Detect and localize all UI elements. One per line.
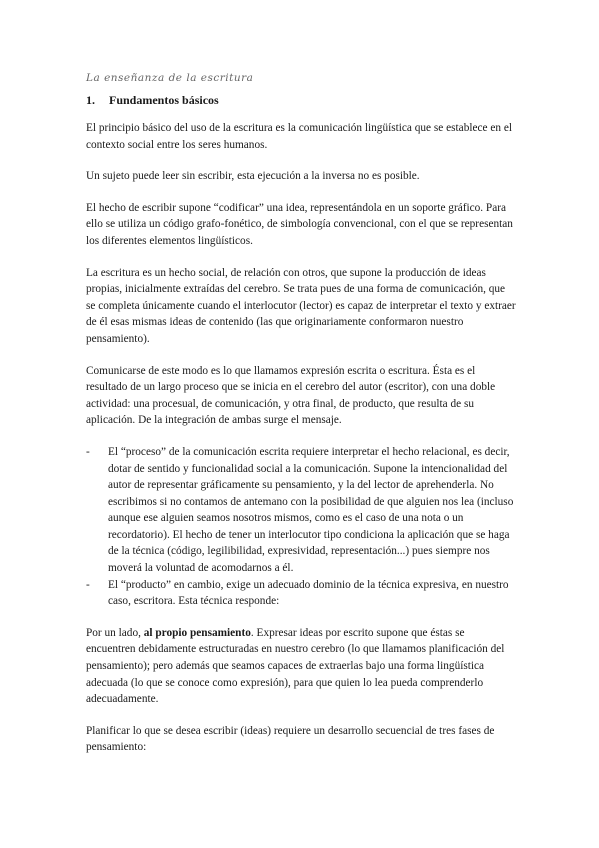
paragraph-principle: El principio básico del uso de la escritura es la comunicación lingüística que se establece en el contexto social entre los seres humanos.: [86, 122, 512, 151]
list-item: [86, 577, 516, 610]
paragraph-codify: El hecho de escribir supone “codificar” una idea, representándola en un soporte gráfico. Para ello se utiliza un código grafo-fonético, de simbología convencional, con el que se representan los diferentes elementos lingüísticos.: [86, 201, 513, 247]
emphasis-own-thought: al propio pensamiento: [143, 626, 251, 639]
running-header: La enseñanza de la escritura: [86, 72, 254, 84]
dash-list: [86, 444, 516, 610]
paragraph-reading: Un sujeto puede leer sin escribir, esta ejecución a la inversa no es posible.: [86, 170, 420, 183]
list-item-text: El “proceso” de la comunicación escrita requiere interpretar el hecho relacional, es decir, dotar de sentido y funcionalidad social a la comunicación. Supone la intencionalidad del autor de representar gráficamente su pensamiento, y la del lector de aprehenderla. No escribimos si no contamos de antemano con la posibilidad de que alguien nos lea (incluso aunque ese alguien seamos nosotros mismos, como es el caso de una nota o un recordatorio). El hecho de tener un interlocutor tipo condiciona la aplicación que se haga de la técnica (código, legilibilidad, expresividad, representación...) pues siempre nos moverá la voluntad de acomodarnos a él.: [108, 445, 514, 575]
paragraph-own-thought: [86, 625, 516, 708]
section-number: 1.: [86, 93, 95, 107]
section-heading: [86, 92, 516, 108]
paragraph-communication: Comunicarse de este modo es lo que llamamos expresión escrita o escritura. Ésta es el resultado de un largo proceso que se inicia en el cerebro del autor (escritor), con una doble actividad: una procesual, de comunicación, y otra final, de producto, que resulta de su aplicación. De la integración de ambas surge el mensaje.: [86, 364, 496, 427]
list-bullet: -: [86, 445, 90, 458]
list-item: [86, 444, 516, 577]
paragraph-own-thought-intro: Por un lado,: [86, 626, 144, 639]
page-content: [86, 70, 516, 771]
list-bullet: -: [86, 578, 90, 591]
paragraph-social-fact: La escritura es un hecho social, de relación con otros, que supone la producción de ideas propias, inicialmente extraídas del cerebro. Se trata pues de una forma de comunicación, que se completa únicamente cuando el interlocutor (lector) es capaz de interpretar el texto y extraer de él esas mismas ideas de contenido (las que originariamente conformaron nuestro pensamiento).: [86, 266, 516, 345]
paragraph-planning: Planificar lo que se desea escribir (ideas) requiere un desarrollo secuencial de tres fases de pensamiento:: [86, 724, 495, 754]
paragraph-own-thought-rest: . Expresar ideas por escrito supone que éstas se encuentren debidamente estructuradas en nuestro cerebro (lo que llamamos planificación del pensamiento); pero además que seamos capaces de extraerlas bajo una forma lingüística adecuada (lo que se conoce como expresión), para que quien lo lea pueda comprenderlo adecuadamente.: [86, 626, 505, 706]
section-title: Fundamentos básicos: [109, 93, 219, 107]
list-item-text: El “producto” en cambio, exige un adecuado dominio de la técnica expresiva, en nuestro caso, escritora. Esta técnica responde:: [108, 578, 509, 608]
